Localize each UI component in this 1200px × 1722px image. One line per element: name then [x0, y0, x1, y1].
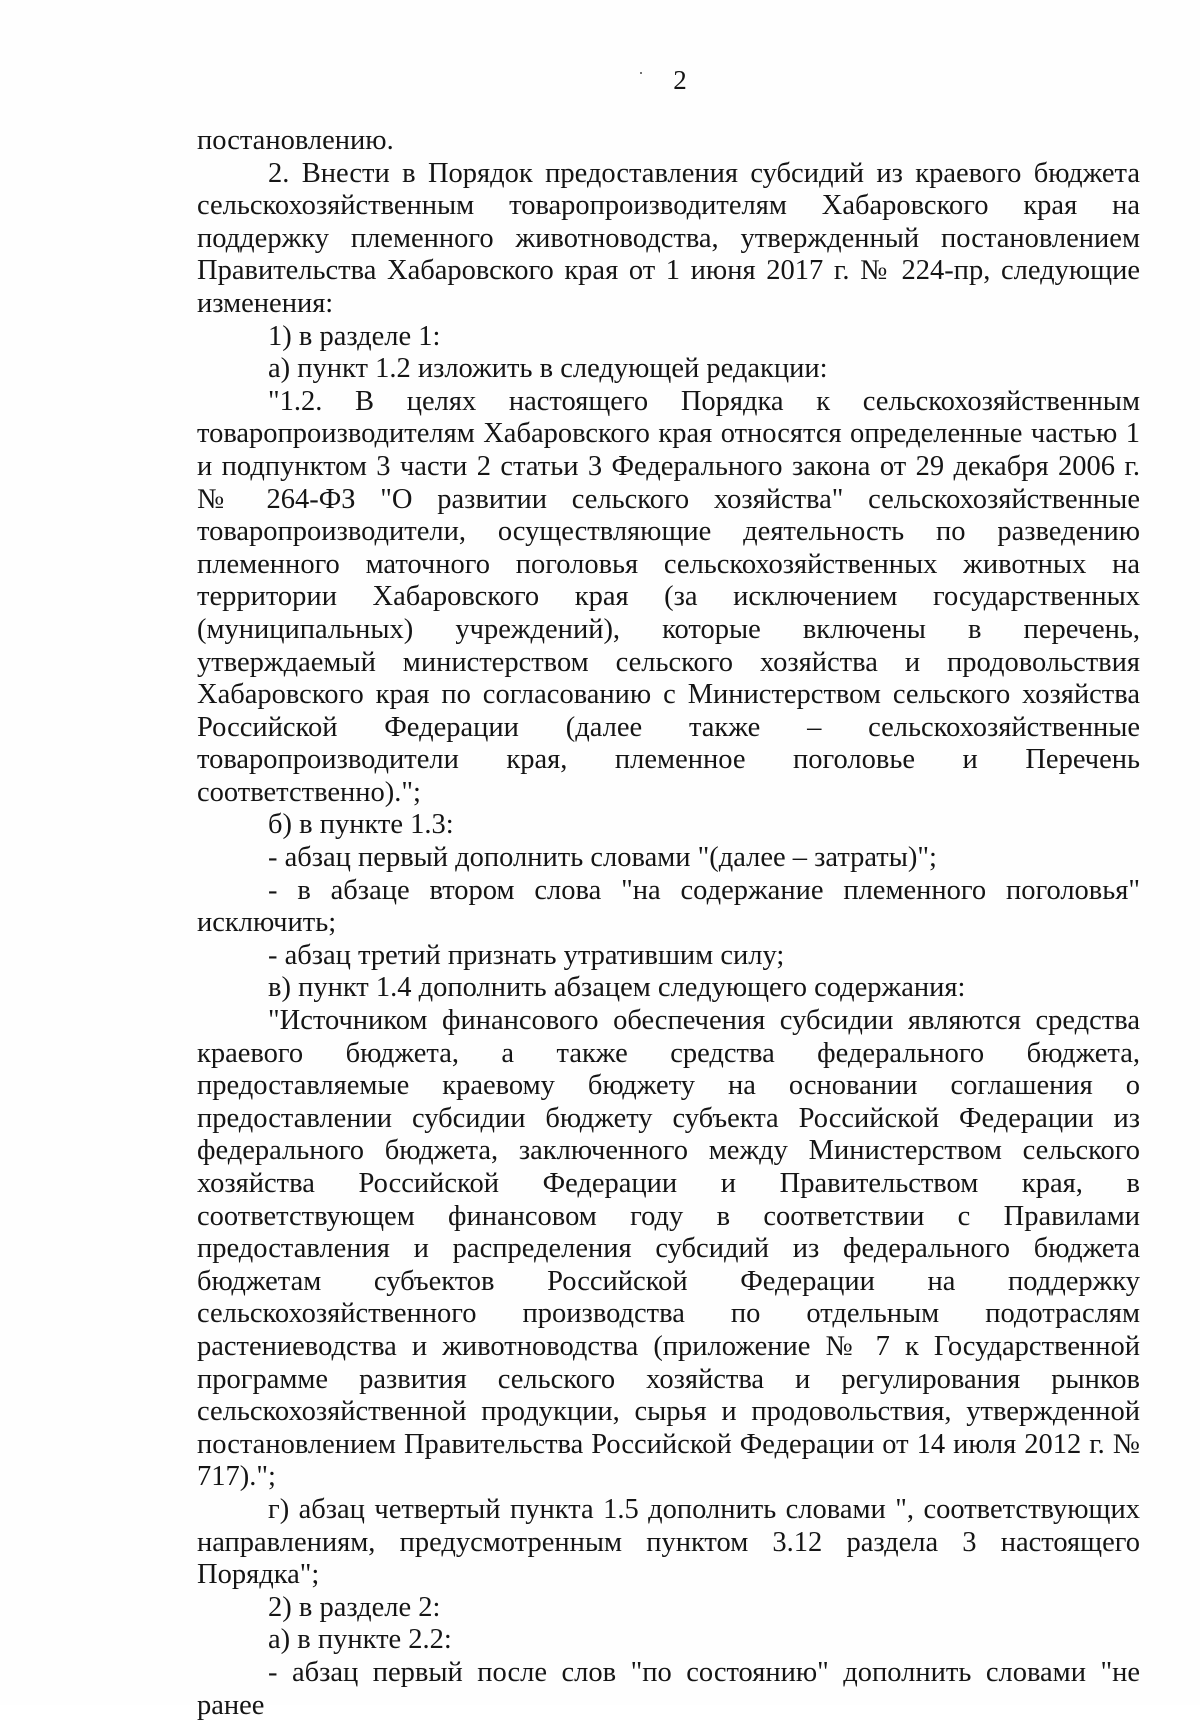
- paragraph-subitem-b: б) в пункте 1.3:: [268, 809, 454, 841]
- paragraph-bullet-3: - абзац третий признать утратившим силу;: [268, 939, 785, 971]
- paragraph-subitem-a2: а) в пункте 2.2:: [268, 1624, 452, 1656]
- paragraph-subitem-v: в) пункт 1.4 дополнить абзацем следующего содержания:: [268, 972, 966, 1004]
- paragraph-subitem-g: г) абзац четвертый пункта 1.5 дополнить словами ", соответствующих направлениям, предусмотренным пунктом 3.12 раздела 3 настоящего Порядка";: [197, 1493, 1140, 1591]
- document-body: [197, 125, 1140, 1722]
- paragraph-continuation: постановлению.: [197, 125, 394, 156]
- paragraph-subitem-a: а) пункт 1.2 изложить в следующей редакции:: [268, 353, 828, 385]
- paragraph-section-1: 1) в разделе 1:: [268, 320, 441, 352]
- paragraph-funding-source: "Источником финансового обеспечения субсидии являются средства краевого бюджета, а также средства федерального бюджета, предоставляемые краевому бюджету на основании соглашения о предоставлении субсидии бюджету субъекта Российской Федерации из федерального бюджета, заключенного между Министерством сельского хозяйства Российской Федерации и Правительством края, в соответствующем финансовом году в соответствии с Правилами предоставления и распределения субсидий из федерального бюджета бюджетам субъектов Российской Федерации на поддержку сельскохозяйственного производства по отдельным подотраслям растениеводства и животноводства (приложение № 7 к Государственной программе развития сельского хозяйства и регулирования рынков сельскохозяйственной продукции, сырья и продовольствия, утвержденной постановлением Правительства Российской Федерации от 14 июля 2012 г. № 717).";: [197, 1005, 1140, 1493]
- paragraph-bullet-final: - абзац первый после слов "по состоянию" дополнить словами "не ранее: [197, 1656, 1140, 1721]
- paragraph-item-2: 2. Внести в Порядок предоставления субсидий из краевого бюджета сельскохозяйственным товаропроизводителям Хабаровского края на поддержку племенного животноводства, утвержденный постановлением Правительства Хабаровского края от 1 июня 2017 г. № 224-пр, следующие изменения:: [197, 157, 1140, 319]
- paragraph-clause-1-2: "1.2. В целях настоящего Порядка к сельскохозяйственным товаропроизводителям Хабаровского края относятся определенные частью 1 и подпунктом 3 части 2 статьи 3 Федерального закона от 29 декабря 2006 г. № 264-ФЗ "О развитии сельского хозяйства" сельскохозяйственные товаропроизводители, осуществляющие деятельность по разведению племенного маточного поголовья сельскохозяйственных животных на территории Хабаровского края (за исключением государственных (муниципальных) учреждений), которые включены в перечень, утверждаемый министерством сельского хозяйства и продовольствия Хабаровского края по согласованию с Министерством сельского хозяйства Российской Федерации (далее также – сельскохозяйственные товаропроизводители края, племенное поголовье и Перечень соответственно).";: [197, 385, 1140, 808]
- scan-speck: [640, 72, 642, 74]
- paragraph-section-2: 2) в разделе 2:: [268, 1591, 441, 1623]
- paragraph-bullet-1: - абзац первый дополнить словами "(далее – затраты)";: [268, 842, 937, 874]
- paragraph-bullet-2: - в абзаце втором слова "на содержание племенного поголовья" исключить;: [197, 874, 1140, 939]
- page-number: 2: [673, 65, 687, 95]
